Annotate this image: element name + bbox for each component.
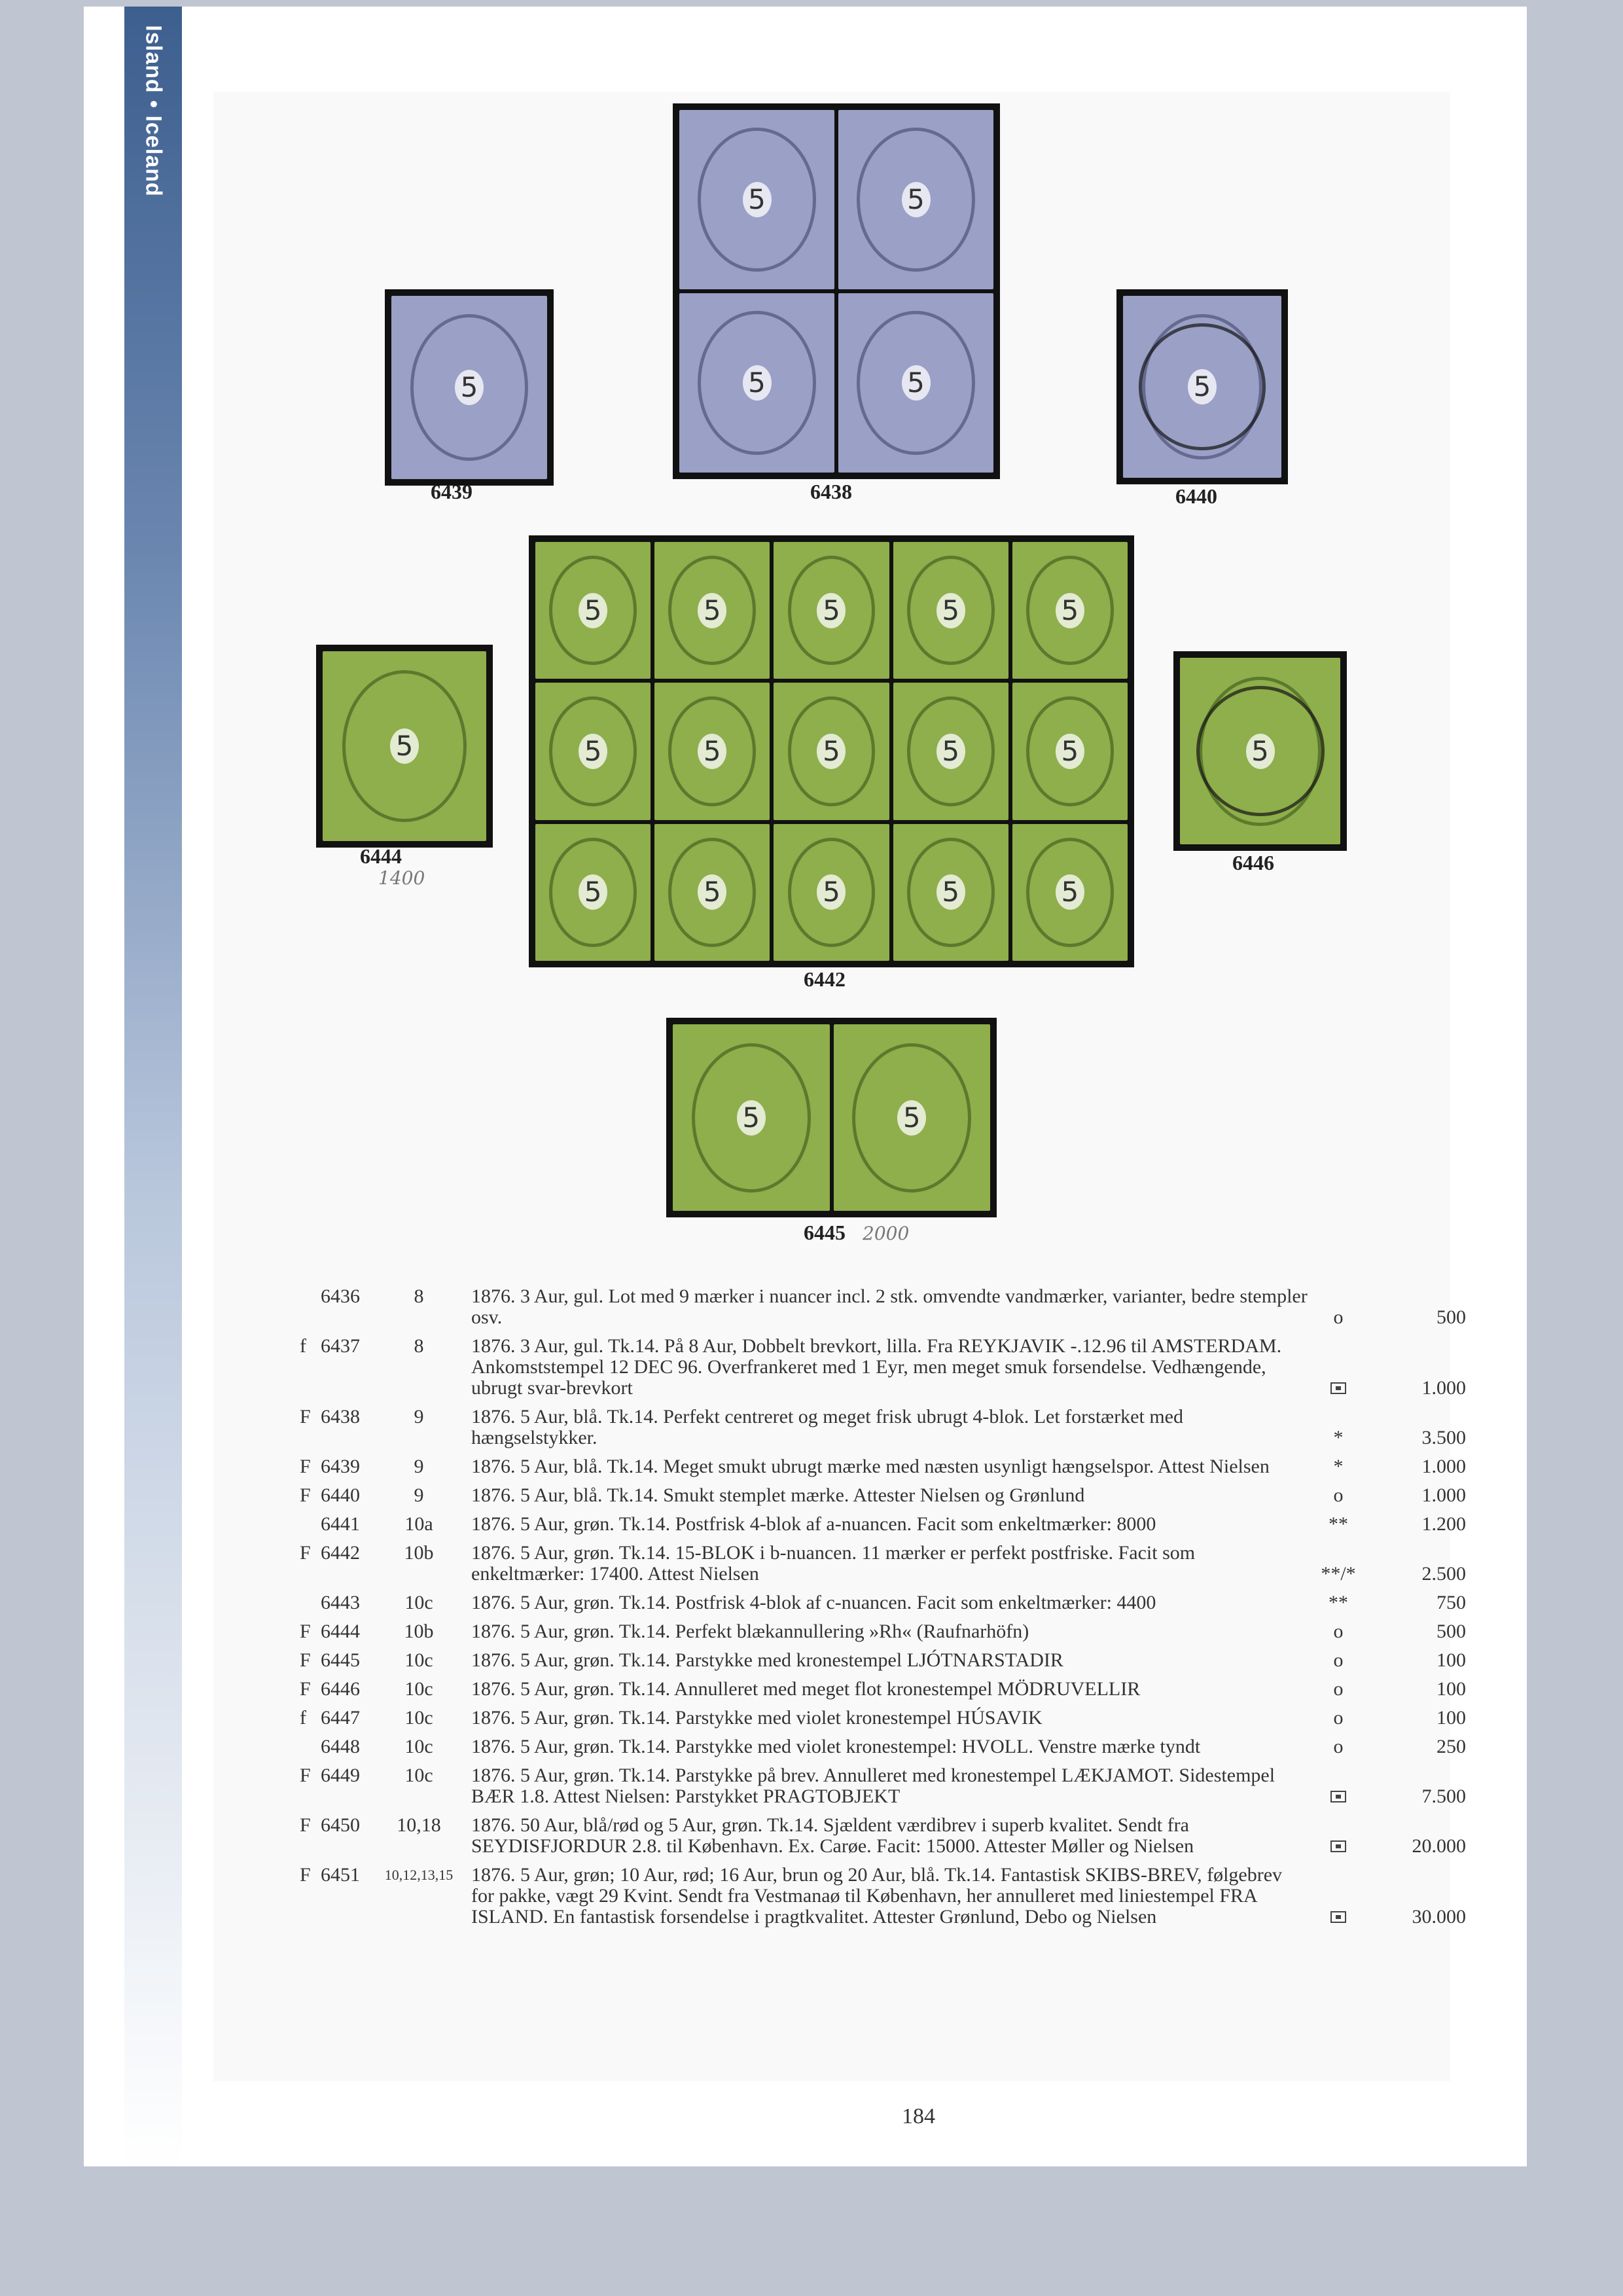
lot-condition: [1309, 1865, 1368, 1935]
lot-row: [300, 1815, 1466, 1865]
lot-condition: o: [1333, 1736, 1344, 1757]
lot-description: 1876. 5 Aur, grøn. Tk.14. Postfrisk 4-blok af c-nuancen. Facit som enkeltmærker: 4400: [471, 1592, 1156, 1613]
stamp-6442: [529, 535, 1134, 967]
stamp-image: 5: [654, 683, 770, 819]
lot-number: 6443: [321, 1592, 360, 1613]
lot-description: 1876. 5 Aur, grøn. Tk.14. 15-BLOK i b-nuancen. 11 mærker er perfekt postfriske. Facit som enkeltmærker: 17400. Attest Nielsen: [471, 1542, 1196, 1585]
lot-price: 30.000: [1412, 1906, 1466, 1928]
lot-row: [300, 1621, 1466, 1650]
lot-description: 1876. 5 Aur, grøn. Tk.14. Parstykke med violet kronestempel HÚSAVIK: [471, 1707, 1043, 1729]
stamp-image: 5: [1123, 296, 1281, 478]
stamp-image: 5: [838, 110, 993, 289]
stamp-image: 5: [774, 824, 889, 961]
lot-row: [300, 1736, 1466, 1765]
lot-status: F: [300, 1406, 311, 1427]
stamp-image: 5: [893, 824, 1008, 961]
caption-6446: 6446: [1232, 851, 1274, 874]
stamp-image: 5: [679, 110, 834, 289]
lot-description: 1876. 5 Aur, grøn. Tk.14. Parstykke på brev. Annulleret med kronestempel LÆKJAMOT. Sidestempel BÆR 1.8. Attest Nielsen: Parstykket PRAGTOBJEKT: [471, 1765, 1275, 1807]
catalog-number: 10c: [404, 1678, 433, 1700]
lot-price: 3.500: [1421, 1427, 1466, 1448]
lot-number: 6442: [321, 1542, 360, 1564]
stamp-6445: [666, 1018, 997, 1217]
lot-price: 1.200: [1421, 1513, 1466, 1535]
lot-price: 500: [1436, 1621, 1466, 1642]
catalog-number: 10b: [404, 1542, 434, 1564]
lot-number: 6436: [321, 1285, 360, 1307]
lot-condition: **: [1329, 1592, 1348, 1613]
lot-status: [300, 1592, 321, 1621]
lot-description: 1876. 5 Aur, grøn. Tk.14. Postfrisk 4-blok af a-nuancen. Facit som enkeltmærker: 8000: [471, 1513, 1156, 1535]
lot-number: 6437: [321, 1335, 360, 1357]
stamp-image: 5: [838, 293, 993, 473]
lot-price: 7.500: [1421, 1785, 1466, 1807]
lot-description: 1876. 5 Aur, grøn. Tk.14. Parstykke med violet kronestempel: HVOLL. Venstre mærke tyndt: [471, 1736, 1201, 1757]
lot-condition: *: [1333, 1427, 1344, 1448]
lot-status: F: [300, 1678, 311, 1700]
lot-description: 1876. 5 Aur, blå. Tk.14. Perfekt centreret og meget frisk ubrugt 4-blok. Let forstærket med hængselstykker.: [471, 1406, 1183, 1448]
stamp-6444: [316, 645, 493, 848]
stamp-image: 5: [1012, 683, 1128, 819]
lot-row: [300, 1456, 1466, 1485]
lot-price: 100: [1436, 1678, 1466, 1700]
stamp-image: 5: [679, 293, 834, 473]
lot-condition: o: [1333, 1621, 1344, 1642]
stamp-6440: [1116, 289, 1288, 484]
catalog-number: 8: [414, 1335, 424, 1357]
stamp-image: 5: [774, 542, 889, 679]
lot-number: 6438: [321, 1406, 360, 1427]
caption-6442: 6442: [804, 967, 846, 991]
stamp-image: 5: [535, 683, 651, 819]
catalog-number: 10c: [404, 1592, 433, 1613]
lot-condition: [1309, 1765, 1368, 1815]
lot-condition: [1309, 1815, 1368, 1865]
lot-status: [300, 1286, 321, 1336]
lot-condition: **/*: [1321, 1563, 1356, 1585]
lot-status: [300, 1514, 321, 1543]
caption-6438: 6438: [810, 480, 852, 503]
lot-status: F: [300, 1864, 311, 1886]
stamp-image: 5: [654, 824, 770, 961]
lot-number: 6441: [321, 1513, 360, 1535]
catalog-number: 9: [414, 1484, 424, 1506]
lot-description: 1876. 3 Aur, gul. Lot med 9 mærker i nuancer incl. 2 stk. omvendte vandmærker, varianter, bedre stempler osv.: [471, 1285, 1308, 1328]
lot-number: 6451: [321, 1864, 360, 1886]
stamp-image: 5: [893, 542, 1008, 679]
lot-description: 1876. 5 Aur, blå. Tk.14. Meget smukt ubrugt mærke med næsten usynligt hængselspor. Attest Nielsen: [471, 1456, 1270, 1477]
catalog-number: 9: [414, 1406, 424, 1427]
lot-description: 1876. 5 Aur, grøn; 10 Aur, rød; 16 Aur, brun og 20 Aur, blå. Tk.14. Fantastisk SKIBS-BREV, følgebrev for pakke, vægt 29 Kvint. Sendt fra Vestmanaø til København, her annulleret med liniestempel FRA ISLAND. En fantastisk forsendelse i pragtkvalitet. Attester Grønlund, Debo og Nielsen: [471, 1864, 1283, 1928]
catalog-number: 9: [414, 1456, 424, 1477]
lot-row: [300, 1765, 1466, 1815]
catalog-number: 10c: [404, 1765, 433, 1786]
lot-price: 500: [1436, 1306, 1466, 1328]
lot-status: F: [300, 1649, 311, 1671]
lot-description: 1876. 5 Aur, grøn. Tk.14. Perfekt blækannullering »Rh« (Raufnarhöfn): [471, 1621, 1029, 1642]
pencil-note-6444: 1400: [378, 867, 425, 889]
stamp-image: 5: [391, 296, 547, 479]
lot-price: 750: [1436, 1592, 1466, 1613]
lot-status: F: [300, 1814, 311, 1836]
lot-description: 1876. 5 Aur, grøn. Tk.14. Parstykke med kronestempel LJÓTNARSTADIR: [471, 1649, 1063, 1671]
lot-number: 6445: [321, 1649, 360, 1671]
side-bar: [124, 7, 182, 2166]
lot-row: [300, 1679, 1466, 1708]
lot-row: [300, 1286, 1466, 1336]
lot-status: F: [300, 1484, 311, 1506]
lot-description: 1876. 3 Aur, gul. Tk.14. På 8 Aur, Dobbelt brevkort, lilla. Fra REYKJAVIK -.12.96 til AMSTERDAM. Ankomststempel 12 DEC 96. Overfrankeret med 1 Eyr, men meget smuk forsendelse. Vedhængende, ubrugt svar-brevkort: [471, 1335, 1282, 1399]
lot-condition: o: [1333, 1707, 1344, 1729]
lot-description: 1876. 5 Aur, grøn. Tk.14. Annulleret med meget flot kronestempel MÖDRUVELLIR: [471, 1678, 1141, 1700]
lot-status: f: [300, 1335, 306, 1357]
lot-number: 6448: [321, 1736, 360, 1757]
stamp-6438: [673, 103, 1000, 479]
envelope-icon: [1330, 1791, 1346, 1803]
stamp-image: 5: [673, 1024, 830, 1211]
lot-status: f: [300, 1707, 306, 1729]
lot-condition: *: [1333, 1456, 1344, 1477]
stamp-image: 5: [535, 824, 651, 961]
lot-price: 100: [1436, 1649, 1466, 1671]
caption-6444: 6444: [360, 844, 402, 868]
stamp-image: 5: [323, 651, 486, 841]
lot-price: 1.000: [1421, 1456, 1466, 1477]
lot-row: [300, 1543, 1466, 1592]
stamp-6439: [385, 289, 554, 486]
stamp-image: 5: [1012, 542, 1128, 679]
catalog-page: [84, 7, 1527, 2166]
stamp-image: 5: [1012, 824, 1128, 961]
lot-table: [300, 1286, 1466, 1935]
lot-row: [300, 1514, 1466, 1543]
lot-condition: o: [1333, 1678, 1344, 1700]
lot-row: [300, 1592, 1466, 1621]
lot-price: 2.500: [1421, 1563, 1466, 1585]
stamp-image: 5: [834, 1024, 991, 1211]
caption-6445: 6445: [804, 1221, 846, 1244]
pencil-note-6445: 2000: [863, 1223, 910, 1244]
lot-number: 6449: [321, 1765, 360, 1786]
catalog-number: 10,18: [397, 1814, 441, 1836]
lot-condition: o: [1333, 1306, 1344, 1328]
lot-row: [300, 1485, 1466, 1514]
catalog-number: 10c: [404, 1707, 433, 1729]
lot-number: 6446: [321, 1678, 360, 1700]
envelope-icon: [1330, 1911, 1346, 1923]
lot-number: 6450: [321, 1814, 360, 1836]
lot-description: 1876. 50 Aur, blå/rød og 5 Aur, grøn. Tk.14. Sjældent værdibrev i superb kvalitet. Sendt fra SEYDISFJORDUR 2.8. til København. Ex. Carøe. Facit: 15000. Attester Møller og Nielsen: [471, 1814, 1194, 1857]
lot-status: F: [300, 1765, 311, 1786]
lot-status: [300, 1736, 321, 1765]
lot-row: [300, 1407, 1466, 1456]
lot-number: 6447: [321, 1707, 360, 1729]
stamp-image: 5: [654, 542, 770, 679]
lot-condition: o: [1333, 1484, 1344, 1506]
lot-status: F: [300, 1621, 311, 1642]
catalog-number: 10c: [404, 1736, 433, 1757]
stamp-image: 5: [535, 542, 651, 679]
side-label: Island • Iceland: [141, 25, 166, 197]
lot-row: [300, 1708, 1466, 1736]
lot-number: 6439: [321, 1456, 360, 1477]
lot-row: [300, 1336, 1466, 1407]
envelope-icon: [1330, 1382, 1346, 1394]
lot-description: 1876. 5 Aur, blå. Tk.14. Smukt stemplet mærke. Attester Nielsen og Grønlund: [471, 1484, 1085, 1506]
caption-6439: 6439: [431, 480, 473, 503]
lot-price: 20.000: [1412, 1835, 1466, 1857]
catalog-number: 10a: [404, 1513, 433, 1535]
lot-price: 1.000: [1421, 1484, 1466, 1506]
lot-number: 6440: [321, 1484, 360, 1506]
stamp-image: 5: [774, 683, 889, 819]
lot-price: 1.000: [1421, 1377, 1466, 1399]
lot-number: 6444: [321, 1621, 360, 1642]
lot-status: F: [300, 1542, 311, 1564]
lot-row: [300, 1865, 1466, 1935]
lot-condition: o: [1333, 1649, 1344, 1671]
catalog-number: 10c: [404, 1649, 433, 1671]
caption-6440: 6440: [1175, 484, 1217, 508]
lot-status: F: [300, 1456, 311, 1477]
stamp-image: 5: [893, 683, 1008, 819]
catalog-number: 10b: [404, 1621, 434, 1642]
catalog-number: 10,12,13,15: [384, 1867, 454, 1883]
stamp-6446: [1173, 651, 1347, 851]
page-number: 184: [902, 2104, 935, 2128]
lot-condition: [1309, 1336, 1368, 1407]
catalog-number: 8: [414, 1285, 424, 1307]
stamp-image: 5: [1180, 658, 1340, 844]
lot-price: 250: [1436, 1736, 1466, 1757]
lot-row: [300, 1650, 1466, 1679]
lot-condition: **: [1329, 1513, 1348, 1535]
lot-price: 100: [1436, 1707, 1466, 1729]
envelope-icon: [1330, 1840, 1346, 1852]
